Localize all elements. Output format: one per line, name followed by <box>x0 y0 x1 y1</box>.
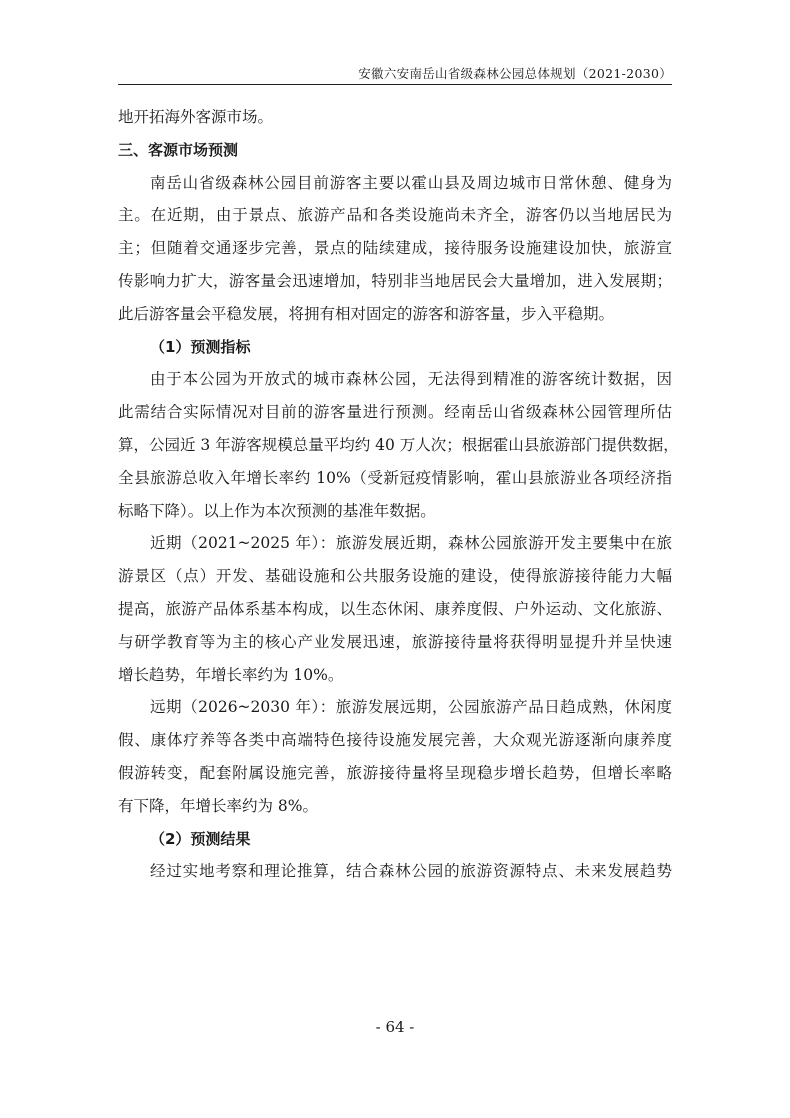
page-body <box>118 101 679 888</box>
paragraph-line: 远期（2026~2030 年）：旅游发展远期，公园旅游产品日趋成熟，休闲度 <box>150 698 672 717</box>
paragraph-line: 假、康体疗养等各类中高端特色接待设施发展完善，大众观光游逐渐向康养度 <box>118 731 672 750</box>
paragraph-line: 假游转变，配套附属设施完善，旅游接待量将呈现稳步增长趋势，但增长率略 <box>118 763 672 782</box>
paragraph-line: 经过实地考察和理论推算，结合森林公园的旅游资源特点、未来发展趋势 <box>150 862 672 881</box>
paragraph-line: 提高，旅游产品体系基本构成，以生态休闲、康养度假、户外运动、文化旅游、 <box>118 599 672 618</box>
paragraph-line: 主；但随着交通逐步完善，景点的陆续建成，接待服务设施建设加快，旅游宣 <box>118 239 672 258</box>
paragraph-line: 传影响力扩大，游客量会迅速增加，特别非当地居民会大量增加，进入发展期； <box>118 271 672 290</box>
paragraph-line: 有下降，年增长率约为 8%。 <box>118 796 319 815</box>
paragraph-line: 地开拓海外客源市场。 <box>118 108 274 126</box>
subsection-heading: （1）预测指标 <box>150 337 251 356</box>
section-heading: 三、客源市场预测 <box>118 140 239 159</box>
paragraph-line: 全县旅游总收入年增长率约 10%（受新冠疫情影响，霍山县旅游业各项经济指 <box>118 468 672 487</box>
paragraph-line: 由于本公园为开放式的城市森林公园，无法得到精准的游客统计数据，因 <box>150 370 672 389</box>
page-number: - 64 - <box>375 1018 415 1036</box>
paragraph-line: 标略下降）。以上作为本次预测的基准年数据。 <box>118 501 436 520</box>
paragraph-line: 与研学教育等为主的核心产业发展迅速，旅游接待量将获得明显提升并呈快速 <box>118 632 672 651</box>
paragraph-line: 此需结合实际情况对目前的游客量进行预测。经南岳山省级森林公园管理所估 <box>118 403 672 422</box>
header-title: 安徽六安南岳山省级森林公园总体规划（2021-2030） <box>358 66 672 81</box>
header-divider <box>118 84 672 85</box>
subsection-heading: （2）预测结果 <box>150 829 251 848</box>
paragraph-line: 此后游客量会平稳发展，将拥有相对固定的游客和游客量，步入平稳期。 <box>118 304 615 323</box>
paragraph-line: 主。在近期，由于景点、旅游产品和各类设施尚未齐全，游客仍以当地居民为 <box>118 206 672 225</box>
paragraph-line: 游景区（点）开发、基础设施和公共服务设施的建设，使得旅游接待能力大幅 <box>118 567 672 586</box>
paragraph-line: 增长趋势，年增长率约为 10%。 <box>118 665 344 684</box>
paragraph-line: 算，公园近 3 年游客规模总量平均约 40 万人次；根据霍山县旅游部门提供数据， <box>118 435 679 454</box>
paragraph-line: 近期（2021~2025 年）：旅游发展近期，森林公园旅游开发主要集中在旅 <box>150 534 672 553</box>
paragraph-line: 南岳山省级森林公园目前游客主要以霍山县及周边城市日常休憩、健身为 <box>150 173 672 192</box>
